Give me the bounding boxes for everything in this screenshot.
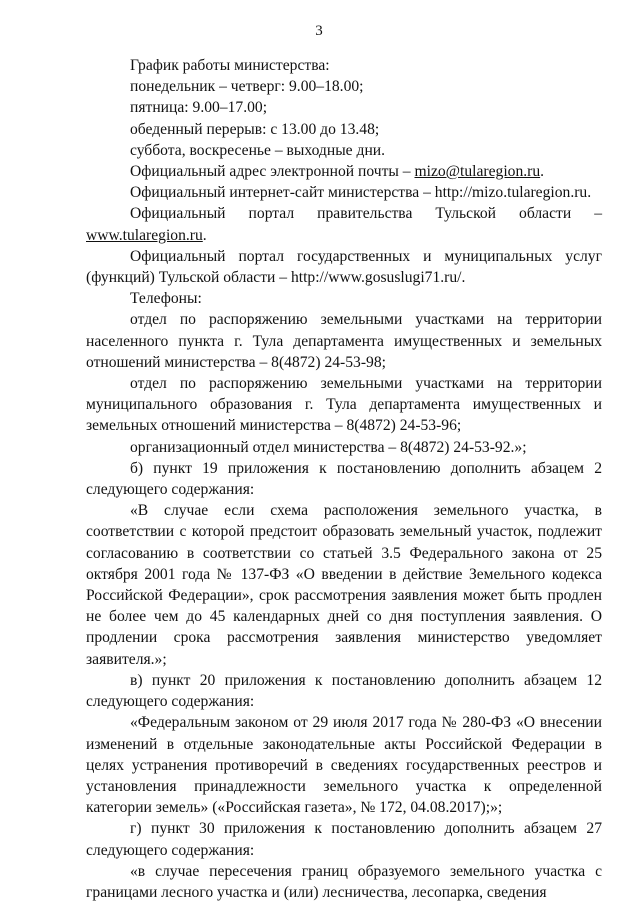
email-label: Официальный адрес электронной почты – (130, 163, 415, 181)
schedule-weekend: суббота, воскресенье – выходные дни. (130, 141, 386, 159)
document-body (86, 55, 602, 903)
gov-portal-suffix: . (202, 226, 207, 244)
phones-heading: Телефоны: (130, 290, 202, 308)
schedule-heading: График работы министерства: (130, 57, 330, 74)
gov-portal-paragraph (86, 203, 602, 245)
page-number: 3 (315, 23, 323, 39)
gov-portal-link[interactable]: www.tularegion.ru (86, 226, 203, 244)
gov-portal-label: Официальный портал правительства Тульской области – (130, 205, 602, 223)
amendment-b-text: «В случае если схема расположения земельного участка, в соответствии с которой предстоит образовать земельный участок, подлежит согласованию в соответствии со статьей 3.5 Федерального закона от 25 октября 2001 года № 137-ФЗ «О введении в действие Земельного кодекса Российской Федерации», срок рассмотрения заявления может быть продлен не более чем до 45 календарных дней со дня поступления заявления. О продлении срока рассмотрения заявления министерство уведомляет заявителя.»; (86, 502, 602, 668)
amendment-v-intro: в) пункт 20 приложения к постановлению дополнить абзацем 12 следующего содержания: (86, 671, 602, 711)
amendment-g-text: «в случае пересечения границ образуемого земельного участка с границами лесного участка и (или) лесничества, лесопарка, сведения (86, 862, 602, 901)
amendment-v-text: «Федеральным законом от 29 июля 2017 года № 280-ФЗ «О внесении изменений в отдельные законодательные акты Российской Федерации в целях устранения противоречий в сведениях государственных реестров и установления принадлежности земельного участка к определенной категории земель» («Российская газета», № 172, 04.08.2017);»; (86, 714, 602, 817)
schedule-fri: пятница: 9.00–17.00; (130, 99, 268, 117)
phone-entry-3: организационный отдел министерства – 8(4872) 24-53-92.»; (130, 438, 527, 456)
amendment-b-intro: б) пункт 19 приложения к постановлению дополнить абзацем 2 следующего содержания: (86, 459, 602, 499)
schedule-lunch: обеденный перерыв: с 13.00 до 13.48; (130, 120, 380, 138)
email-paragraph (86, 161, 602, 182)
phone-entry-2: отдел по распоряжению земельными участками на территории муниципального образования г. Тула департамента имущественных и земельных отношений министерства – 8(4872) 24-53-96; (86, 375, 602, 435)
phone-entry-1: отдел по распоряжению земельными участками на территории населенного пункта г. Тула департамента имущественных и земельных отношений министерства – 8(4872) 24-53-98; (86, 311, 602, 371)
amendment-g-intro: г) пункт 30 приложения к постановлению дополнить абзацем 27 следующего содержания: (86, 820, 602, 859)
email-suffix: . (540, 163, 545, 181)
email-link[interactable]: mizo@tularegion.ru (414, 163, 541, 181)
services-portal-paragraph: Официальный портал государственных и муниципальных услуг (функций) Тульской области – http://www.gosuslugi71.ru/. (86, 247, 602, 287)
ministry-site-paragraph: Официальный интернет-сайт министерства – http://mizo.tularegion.ru. (130, 184, 592, 202)
schedule-mon-thu: понедельник – четверг: 9.00–18.00; (130, 78, 364, 96)
